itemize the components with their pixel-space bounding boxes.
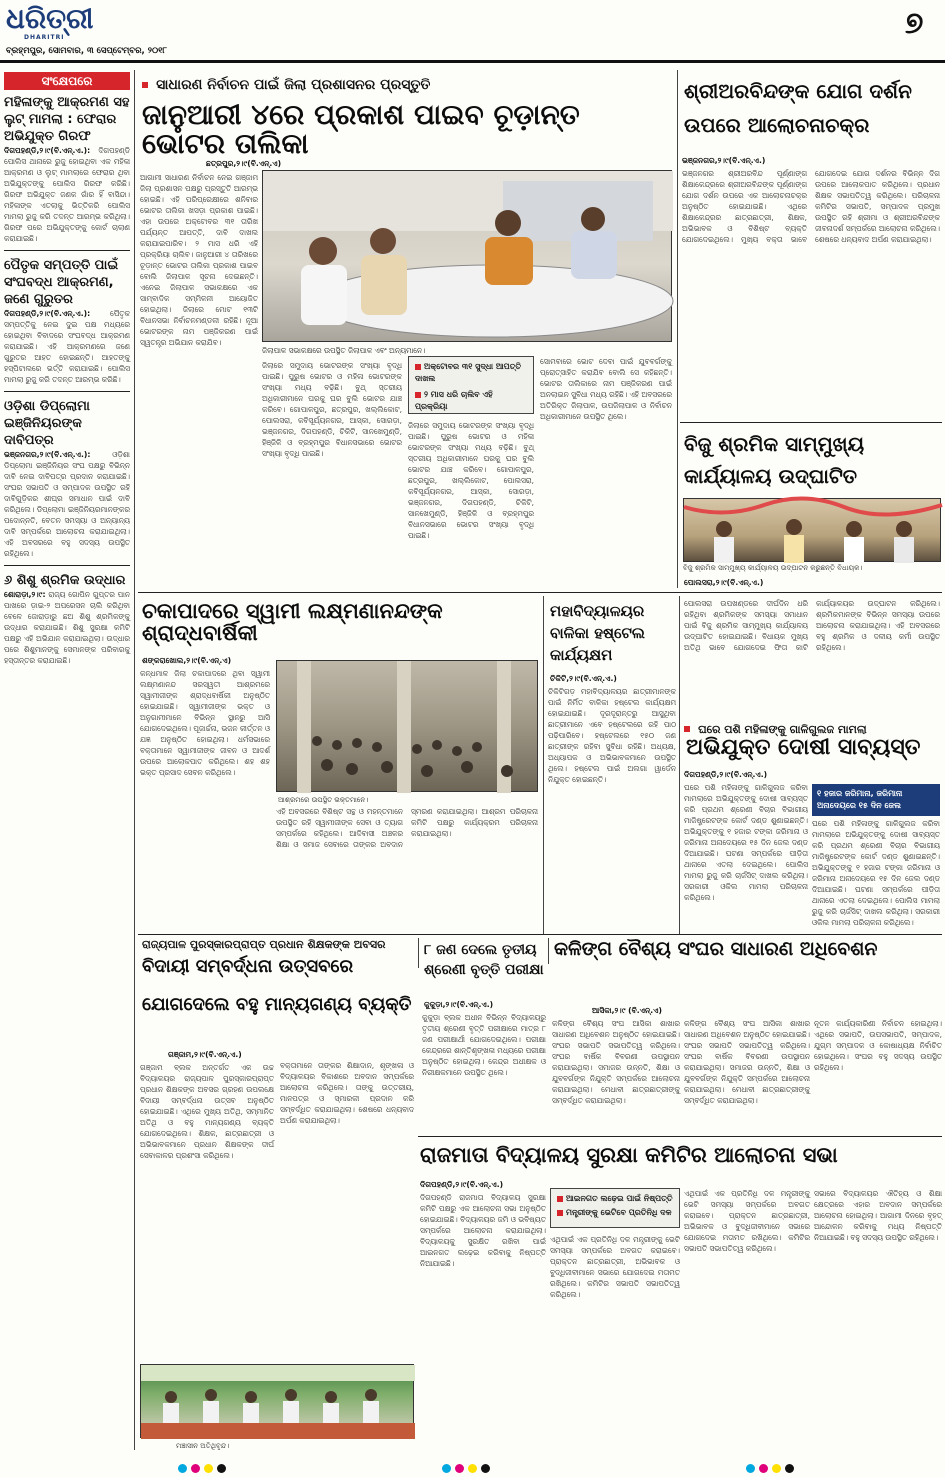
- briefs-column: [4, 72, 130, 1444]
- yellow-dot: [772, 1464, 781, 1473]
- lead-body-mid: ଜିଲାରେ ସମୁଦାୟ ଭୋଟରଙ୍କ ସଂଖ୍ୟା ବୃଦ୍ଧି ପାଇଛି। ପୁରୁଷ ଭୋଟର ଓ ମହିଳା ଭୋଟରଙ୍କ ସଂଖ୍ୟା ମଧ୍ୟ ବଢ଼ିଛି। ବୁଥ୍ ସ୍ତରୀୟ ଅଧିକାରୀମାନେ ଘରକୁ ଘର ବୁଲି ଭୋଟର ଯାଞ୍ଚ କରିବେ। ଗୋପାଳପୁର, ଛତ୍ରପୁର, ଖଲ୍ଲିକୋଟ, ପୋଲସରା, କବିସୂର୍ଯ୍ୟନଗର, ଆସ୍କା, ସୋରଡ଼ା, ଭଞ୍ଜନଗର, ଦିଗପହଣ୍ଡି, ଚିକିଟି, ସାନଖେମୁଣ୍ଡି, ହିଞ୍ଜିଳି ଓ ବ୍ରହ୍ମପୁର ବିଧାନସଭାରେ ଭୋଟର ସଂଖ୍ୟା ବୃଦ୍ଧି ପାଇଛି।: [262, 361, 402, 458]
- ghare-body: ଘରେ ପଶି ମହିଳାଙ୍କୁ ଗାଳିଗୁଲଜ କରିବା ମାମଲାରେ ଅଭିଯୁକ୍ତଙ୍କୁ ଦୋଷୀ ସାବ୍ୟସ୍ତ କରି ପ୍ରଥମ ଶ୍ରେଣୀ ବିଚାର ବିଭାଗୀୟ ମାଜିଷ୍ଟ୍ରେଟଙ୍କ କୋର୍ଟ ଦଣ୍ଡ ଶୁଣାଇଛନ୍ତି। ଅଭିଯୁକ୍ତଙ୍କୁ ୧ ହଜାର ଟଙ୍କା ଜରିମାନା ଓ ଜରିମାନା ଅନାଦେୟରେ ୧୫ ଦିନ ଜେଲ ଦଣ୍ଡ ଦିଆଯାଇଛି। ଘଟଣା ସମ୍ପର୍କରେ ପୀଡ଼ିତା ଥାନାରେ ଏତଲା ଦେଇଥିଲେ। ପୋଲିସ ମାମଲା ରୁଜୁ କରି ଚାର୍ଜସିଟ୍ ଦାଖଲ କରିଥିଲା। ସରକାରୀ ଓକିଲ ମାମଲା ପରିଚାଳନା କରିଥିଲେ।: [684, 783, 808, 902]
- chakapada-dateline: ଶଙ୍କରାଖୋଲ,୨।୯(ବି.ଏନ୍.ଏ): [142, 656, 232, 665]
- magenta-dot: [455, 1464, 464, 1473]
- rajyapal-kicker: ରାଜ୍ୟପାଳ ପୁରସ୍କାରପ୍ରାପ୍ତ ପ୍ରଧାନ ଶିକ୍ଷକଙ୍କ ଅବସର: [142, 938, 386, 951]
- chakapada-body-left: କନ୍ଧମାଳ ଜିଲା ଚକାପାଦରେ ଥିବା ସ୍ୱାମୀ ଲକ୍ଷ୍ମଣାନନ୍ଦ ସରସ୍ୱତୀ ଆଶ୍ରମରେ ସ୍ୱାମୀଜୀଙ୍କ ଶ୍ରାଦ୍ଧବାର୍ଷିକୀ ଅନୁଷ୍ଠିତ ହୋଇଯାଇଛି। ସ୍ୱାମୀଜୀଙ୍କ ଭକ୍ତ ଓ ଅନୁଗାମୀମାନେ ବିଭିନ୍ନ ସ୍ଥାନରୁ ଆସି ଯୋଗଦେଇଥିଲେ। ପୂଜାର୍ଚ୍ଚନା, ଭଜନ କୀର୍ତ୍ତନ ଓ ଯଜ୍ଞ ଅନୁଷ୍ଠିତ ହୋଇଥିଲା। ଧର୍ମସଭାରେ ବକ୍ତାମାନେ ସ୍ୱାମୀଜୀଙ୍କ ଜୀବନ ଓ ଆଦର୍ଶ ଉପରେ ଆଲୋକପାତ କରିଥିଲେ। ଶହ ଶହ ଭକ୍ତ ପ୍ରସାଦ ସେବନ କରିଥିଲେ।: [140, 669, 270, 777]
- rajamata-headline: ରାଜମାତା ବିଦ୍ୟାଳୟ ସୁରକ୍ଷା କମିଟିର ଆଲୋଚନା ସଭା: [420, 1143, 838, 1167]
- rajyapal-body: ଗଞ୍ଜାମ ବ୍ଲକ ଅନ୍ତର୍ଗତ ଏକ ଉଚ୍ଚ ବିଦ୍ୟାଳୟର ରାଜ୍ୟପାଳ ପୁରସ୍କାରପ୍ରାପ୍ତ ପ୍ରଧାନ ଶିକ୍ଷକଙ୍କ ଅବସର ଗ୍ରହଣ ଉପଲକ୍ଷେ ବିଦାୟୀ ସମ୍ବର୍ଦ୍ଧନା ଉତ୍ସବ ଅନୁଷ୍ଠିତ ହୋଇଯାଇଛି। ଏଥିରେ ମୁଖ୍ୟ ଅତିଥି, ସମ୍ମାନିତ ଅତିଥି ଓ ବହୁ ମାନ୍ୟଗଣ୍ୟ ବ୍ୟକ୍ତି ଯୋଗଦେଇଥିଲେ। ଶିକ୍ଷକ, ଛାତ୍ରଛାତ୍ରୀ ଓ ଅଭିଭାବକମାନେ ପ୍ରଧାନ ଶିକ୍ଷକଙ୍କ ଦୀର୍ଘ ସେବାକାଳର ପ୍ରଶଂସା କରିଥିଲେ।: [140, 1063, 274, 1160]
- divider: [4, 391, 130, 392]
- brief-body: ପୈତୃକ ସମ୍ପତ୍ତିକୁ ନେଇ ଦୁଇ ପକ୍ଷ ମଧ୍ୟରେ ହୋଇଥିବା ବିବାଦରେ ସଂଘବଦ୍ଧ ଆକ୍ରମଣ କରାଯାଇଛି। ଏହି ଆକ୍ରମଣରେ ଜଣେ ଗୁରୁତର ଆହତ ହୋଇଛନ୍ତି। ଆହତଙ୍କୁ ହସ୍ପିଟାଲରେ ଭର୍ତ୍ତି କରାଯାଇଛି। ପୋଲିସ ମାମଲା ରୁଜୁ କରି ତଦନ୍ତ ଆରମ୍ଭ କରିଛି।: [4, 309, 130, 384]
- rajyapal-photo-caption: ମଞ୍ଚାସୀନ ଅତିଥିବୃନ୍ଦ।: [176, 1442, 230, 1450]
- brief-title: ଓଡ଼ିଶା ଡିପ୍ଲୋମା ଇଞ୍ଜିନିୟରଙ୍କ ଦାବିପତ୍ର: [4, 399, 90, 448]
- section-rule: [418, 1136, 942, 1137]
- callout-bullet: [557, 1210, 563, 1216]
- rajamata-dateline: ଦିଗପହଣ୍ଡି,୨।୯(ବି.ଏନ୍.ଏ.): [420, 1180, 504, 1189]
- briefs-header: ସଂକ୍ଷେପରେ: [4, 72, 130, 90]
- kalinga-headline: କଳିଙ୍ଗ ବୈଶ୍ୟ ସଂଘର ସାଧାରଣ ଅଧିବେଶନ: [554, 938, 878, 960]
- rajamata-callout: [550, 1188, 680, 1228]
- date-line: ବ୍ରହ୍ମପୁର, ସୋମବାର, ୩ ସେପ୍ଟେମ୍ବର, ୨୦୧୮: [6, 46, 167, 56]
- brief-body: ରାଜ୍ୟ ଗୋପିନ ଗୁପ୍ତର ପାନ ପାଖରେ ଡ଼ାଇ-୨ ଅପରେସନ ଚାଲି କରିଥିବା ବେଳେ ଜୋରାଡ଼ାରୁ ଛଅ ଶିଶୁ ଶ୍ରମିକଙ୍କୁ ଉଦ୍ଧାର କରାଯାଇଛି। ଶିଶୁ ସୁରକ୍ଷା କମିଟି ପକ୍ଷରୁ ଏହି ଅଭିଯାନ କରାଯାଇଥିଲା। ଉଦ୍ଧାର ପରେ ଶିଶୁମାନଙ୍କୁ ସେମାନଙ୍କ ପରିବାରକୁ ହସ୍ତାନ୍ତର କରାଯାଇଛି।: [4, 590, 130, 665]
- black-dot: [481, 1464, 490, 1473]
- callout-bullet: [557, 1196, 563, 1202]
- biju-headline: ବିଜୁ ଶ୍ରମିକ ସାମ୍ମୁଖ୍ୟ କାର୍ଯ୍ୟାଳୟ ଉଦ୍‌ଘାଟିତ: [684, 432, 865, 488]
- chakapada-headline: ଚକାପାଦରେ ସ୍ୱାମୀ ଲକ୍ଷ୍ମଣାନନ୍ଦଙ୍କ ଶ୍ରାଦ୍ଧବାର୍ଷିକୀ: [142, 599, 443, 646]
- lead-body-right: ସୋମବାରେ ଭୋଟ ଦେବା ପାଇଁ ଯୁବବର୍ଗଙ୍କୁ ପ୍ରୋତ୍ସାହିତ କରାଯିବ ବୋଲି ସେ କହିଛନ୍ତି। ଭୋଟର ତାଲିକାରେ ନାମ ପଞ୍ଜିକରଣ ପାଇଁ ଅନଲାଇନ ସୁବିଧା ମଧ୍ୟ ରହିଛି। ଏହି ଅବସରରେ ଅତିରିକ୍ତ ଜିଲାପାଳ, ଉପଜିଲାପାଳ ଓ ନିର୍ବାଚନ ଅଧିକାରୀମାନେ ଉପସ୍ଥିତ ଥିଲେ।: [540, 357, 672, 421]
- brief-title: ପୈତୃକ ସମ୍ପତ୍ତି ପାଇଁ ସଂଘବଦ୍ଧ ଆକ୍ରମଣ, ଜଣେ ଗୁରୁତର: [4, 258, 119, 307]
- chakapada-photo: [276, 660, 538, 792]
- aurobindo-body: ଭଞ୍ଜନଗର ଶ୍ରୀଅରବିନ୍ଦ ପୂର୍ଣ୍ଣାଙ୍ଗ ଶିକ୍ଷାକେନ୍ଦ୍ରରେ ଶ୍ରୀଅରବିନ୍ଦଙ୍କ ପୂର୍ଣ୍ଣାଙ୍ଗ ଯୋଗ ଦର୍ଶନ ଉପରେ ଏକ ଆଲୋଚନାଚକ୍ର ଅନୁଷ୍ଠିତ ହୋଇଯାଇଛି। ଏଥିରେ ଶିକ୍ଷାକେନ୍ଦ୍ରର ଛାତ୍ରଛାତ୍ରୀ, ଶିକ୍ଷକ, ଅଭିଭାବକ ଓ ବିଶିଷ୍ଟ ବ୍ୟକ୍ତି ଯୋଗଦେଇଥିଲେ। ମୁଖ୍ୟ ବକ୍ତା ଭାବେ ଯୋଗଦେଇ ଯୋଗ ଦର୍ଶନର ବିଭିନ୍ନ ଦିଗ ଉପରେ ଆଲୋକପାତ କରିଥିଲେ। ପ୍ରଧାନ ଶିକ୍ଷକ ସଭାପତିତ୍ୱ କରିଥିଲେ। ପରିଚାଳନା କମିଟିର ସଭାପତି, ସମ୍ପାଦକ ପ୍ରମୁଖ ଉପସ୍ଥିତ ରହି ଶ୍ରୀମା ଓ ଶ୍ରୀଅରବିନ୍ଦଙ୍କ ଜୀବନାଦର୍ଶ ସମ୍ପର୍କରେ ଆଲୋଚନା କରିଥିଲେ। ଶେଷରେ ଧନ୍ୟବାଦ ଅର୍ପଣ କରାଯାଇଥିଲା।: [682, 169, 940, 244]
- rajamata-body: ଦିଗପହଣ୍ଡି ରାଜମାତା ବିଦ୍ୟାଳୟ ସୁରକ୍ଷା କମିଟି ପକ୍ଷରୁ ଏକ ଆଲୋଚନା ସଭା ଅନୁଷ୍ଠିତ ହୋଇଯାଇଛି। ବିଦ୍ୟାଳୟର ଜମି ଓ ଭବିଷ୍ୟତ ସମ୍ପର୍କରେ ଆଲୋଚନା କରାଯାଇଥିଲା। ବିଦ୍ୟାଳୟକୁ ସୁରକ୍ଷିତ ରଖିବା ପାଇଁ ଆଇନଗତ ଲଢ଼େଇ କରିବାକୁ ନିଷ୍ପତ୍ତି ନିଆଯାଇଛି।: [420, 1193, 546, 1268]
- logo-sub: DHARITRI: [24, 34, 65, 41]
- callout-line: ମନ୍ତ୍ରୀଙ୍କୁ ଭେଟିବେ ପ୍ରତିନିଧି ଦଳ: [566, 1208, 672, 1217]
- ghare-headline: ଅଭିଯୁକ୍ତ ଦୋଷୀ ସାବ୍ୟସ୍ତ: [686, 735, 921, 760]
- brief-body: ଓଡ଼ିଶା ଡିପ୍ଲୋମା ଇଞ୍ଜିନିୟର ସଂଘ ପକ୍ଷରୁ ବିଭିନ୍ନ ଦାବି ନେଇ ଦାବିପତ୍ର ପ୍ରଦାନ କରାଯାଇଛି। ସଂଘର ସଭାପତି ଓ ସମ୍ପାଦକ ଉପସ୍ଥିତ ରହି ଦାବିଗୁଡ଼ିକର ଶୀଘ୍ର ସମାଧାନ ପାଇଁ ଦାବି କରିଥିଲେ। ଡିପ୍ଲୋମା ଇଞ୍ଜିନିୟରମାନଙ୍କର ପଦୋନ୍ନତି, ବେତନ ସମସ୍ୟା ଓ ଅନ୍ୟାନ୍ୟ ଦାବି ସମ୍ପର୍କରେ ଆଲୋଚନା କରାଯାଇଥିଲା। ଏହି ଅବସରରେ ବହୁ ସଦସ୍ୟ ଉପସ୍ଥିତ ରହିଥିଲେ।: [4, 450, 130, 558]
- cyan-dot: [442, 1464, 451, 1473]
- brief-item: [4, 398, 130, 559]
- biju-photo-caption: ବିଜୁ ଶ୍ରମିକ ସାମ୍ମୁଖ୍ୟ କାର୍ଯ୍ୟାଳୟ ଉଦ୍‌ଘାଟନ କରୁଛନ୍ତି ବିଧାୟକ।: [683, 564, 863, 572]
- brief-item: [4, 94, 130, 244]
- stage-guests-illustration: [141, 1365, 415, 1439]
- column-rule: [418, 938, 419, 968]
- column-rule: [679, 596, 680, 934]
- color-dots-left: [176, 1458, 228, 1477]
- kalinga-body: କଳିଙ୍ଗ ବୈଶ୍ୟ ସଂଘ ଆସିକା ଶାଖାର ସାଧାରଣ ଅଧିବେଶନ ଅନୁଷ୍ଠିତ ହୋଇଯାଇଛି। ସଂଘର ସଭାପତି ସଭାପତିତ୍ୱ କରିଥିଲେ। ସଂଘର ବାର୍ଷିକ ବିବରଣୀ ଉପସ୍ଥାପନ କରାଯାଇଥିଲା। ସମାଜର ଉନ୍ନତି, ଶିକ୍ଷା ଓ ଯୁବବର୍ଗଙ୍କ ନିଯୁକ୍ତି ସମ୍ପର୍କରେ ଆଲୋଚନା କରାଯାଇଥିଲା। ମେଧାବୀ ଛାତ୍ରଛାତ୍ରୀଙ୍କୁ ସମ୍ବର୍ଦ୍ଧିତ କରାଯାଇଥିଲା।: [552, 1019, 680, 1105]
- meeting-photo-illustration: [263, 171, 673, 343]
- lead-photo: [262, 170, 672, 342]
- lead-photo-caption: ଜିଲାପାଳ ସଭାକକ୍ଷରେ ଉପସ୍ଥିତ ଜିଲାପାଳ ଏବଂ ଅନ୍ୟମାନେ।: [262, 346, 426, 355]
- divider: [4, 250, 130, 251]
- section-rule: [680, 422, 942, 423]
- chakapada-body-right: ଏହି ଅବସରରେ ବିଶିଷ୍ଟ ସନ୍ଥ ଓ ମହନ୍ତମାନେ ଉପସ୍ଥିତ ରହି ସ୍ୱାମୀଜୀଙ୍କ ସେବା ଓ ତ୍ୟାଗ ସମ୍ପର୍କରେ କହିଥିଲେ। ଆଦିବାସୀ ଅଞ୍ଚଳର ଶିକ୍ଷା ଓ ସମାଜ ସେବାରେ ତାଙ୍କର ଅବଦାନ ସ୍ମରଣ କରାଯାଇଥିଲା। ଆଶ୍ରମ ପରିଚାଳନା କମିଟି ପକ୍ଷରୁ କାର୍ଯ୍ୟକ୍ରମ ପରିଚାଳନା କରାଯାଇଥିଲା।: [276, 807, 538, 849]
- lead-body-left: ଆଗାମୀ ସାଧାରଣ ନିର୍ବାଚନ ନେଇ ଗଞ୍ଜାମ ଜିଲା ପ୍ରଶାସନ ପକ୍ଷରୁ ପ୍ରସ୍ତୁତି ଆରମ୍ଭ ହୋଇଛି। ଏହି ପରିପ୍ରେକ୍ଷୀରେ ଶନିବାର ଭୋଟର ତାଲିକା ଖସଡ଼ା ପ୍ରକାଶ ପାଇଛି। ଏହା ଉପରେ ଅକ୍ଟୋବର ୩୧ ତାରିଖ ପର୍ଯ୍ୟନ୍ତ ଆପତ୍ତି, ଦାବି ଦାଖଲ କରାଯାଇପାରିବ। ୨ ମାସ ଧରି ଏହି ପ୍ରକ୍ରିୟା ଚାଲିବ। ଜାନୁଆରୀ ୪ ତାରିଖରେ ଚୂଡ଼ାନ୍ତ ଭୋଟର ତାଲିକା ପ୍ରକାଶ ପାଇବ ବୋଲି ଜିଲାପାଳ ସୂଚନା ଦେଇଛନ୍ତି। ଏନେଇ ଜିଲାପାଳ ସଭାକକ୍ଷରେ ଏକ ସାମ୍ବାଦିକ ସମ୍ମିଳନୀ ଆୟୋଜିତ ହୋଇଥିଲା। ଜିଲାରେ ମୋଟ ୧୩ଟି ବିଧାନସଭା ନିର୍ବାଚନମଣ୍ଡଳୀ ରହିଛି। ନୂଆ ଭୋଟରଙ୍କ ନାମ ପଞ୍ଜିକରଣ ପାଇଁ ସ୍ୱତନ୍ତ୍ର ଅଭିଯାନ କରାଯିବ।: [140, 173, 258, 347]
- magenta-dot: [759, 1464, 768, 1473]
- black-dot: [785, 1464, 794, 1473]
- gathering-photo-illustration: [277, 661, 539, 793]
- black-dot: [217, 1464, 226, 1473]
- newspaper-logo: [6, 2, 126, 42]
- kicker-bullet: [142, 82, 148, 88]
- lead-headline: ଜାନୁଆରୀ ୪ରେ ପ୍ରକାଶ ପାଇବ ଚୂଡ଼ାନ୍ତ ଭୋଟର ତାଲିକା: [142, 98, 580, 161]
- page-number: ୭: [905, 6, 924, 41]
- hostel-body: ଚିକିଟିଗଡ଼ ମହାବିଦ୍ୟାଳୟର ଛାତ୍ରୀମାନଙ୍କ ପାଇଁ ନିର୍ମିତ ବାଳିକା ହଷ୍ଟେଲ କାର୍ଯ୍ୟକ୍ଷମ ହୋଇଯାଇଛି। ଦୂରଦୂରାନ୍ତରୁ ଆସୁଥିବା ଛାତ୍ରୀମାନେ ଏବେ ହଷ୍ଟେଲରେ ରହି ପାଠ ପଢ଼ିପାରିବେ। ହଷ୍ଟେଲରେ ୧୫୦ ଜଣ ଛାତ୍ରୀଙ୍କ ରହିବା ସୁବିଧା ରହିଛି। ଅଧ୍ୟକ୍ଷ, ଅଧ୍ୟାପକ ଓ ଅଭିଭାବକମାନେ ଉପସ୍ଥିତ ଥିଲେ। ହଷ୍ଟେଲ ପାଇଁ ଅଲଗା ୱାର୍ଡେନ ନିଯୁକ୍ତ ହୋଇଛନ୍ତି।: [548, 687, 676, 784]
- callout-bullet: [415, 364, 421, 370]
- aurobindo-headline: ଶ୍ରୀଅରବିନ୍ଦଙ୍କ ଯୋଗ ଦର୍ଶନ ଉପରେ ଆଲୋଚନାଚକ୍ର: [684, 79, 912, 137]
- section-rule: [138, 592, 942, 593]
- color-dots-right: [744, 1458, 796, 1477]
- callout-line: ୧ ହଜାର ଜରିମାନା, ଜରିମାନା: [817, 789, 903, 798]
- column-rule: [677, 70, 678, 588]
- brief-item: [4, 257, 130, 385]
- column-rule: [134, 70, 135, 1450]
- kalinga-body-3: ନୂତନ କାର୍ଯ୍ୟକାରିଣୀ ନିର୍ବାଚନ ହୋଇଥିଲା। ଏଥିରେ ସଭାପତି, ଉପସଭାପତି, ସମ୍ପାଦକ, ଯୁଗ୍ମ ସମ୍ପାଦକ ଓ କୋଷାଧ୍ୟକ୍ଷ ନିର୍ବାଚିତ ହୋଇଥିଲେ। ସଂଘର ବହୁ ସଦସ୍ୟ ଉପସ୍ଥିତ ରହିଥିଲେ।: [814, 1019, 942, 1072]
- brief-title: ମହିଳାଙ୍କୁ ଆକ୍ରମଣ ସହ ଲୁଟ୍ ମାମଲା : ଫେରାର ଅଭିଯୁକ୍ତ ଗିରଫ: [4, 95, 130, 144]
- callout-line: ଅକ୍ଟୋବର ୩୧ ସୁଦ୍ଧା ଆପତ୍ତି ଦାଖଲ: [415, 362, 522, 383]
- yellow-dot: [468, 1464, 477, 1473]
- lead-callout: [408, 356, 534, 414]
- column-rule: [543, 596, 544, 934]
- scholarship-body: କୁକୁଡ଼ା ବ୍ଲକ ଅଧୀନ ବିଭିନ୍ନ ବିଦ୍ୟାଳୟରୁ ତୃତୀୟ ଶ୍ରେଣୀ ବୃତ୍ତି ପରୀକ୍ଷାରେ ମାତ୍ର ୮ ଜଣ ପରୀକ୍ଷାର୍ଥୀ ଯୋଗଦେଇଥିଲେ। ପରୀକ୍ଷା କେନ୍ଦ୍ରରେ ଶାନ୍ତିଶୃଙ୍ଖଳା ମଧ୍ୟରେ ପରୀକ୍ଷା ଅନୁଷ୍ଠିତ ହୋଇଥିଲା। କେନ୍ଦ୍ର ଅଧୀକ୍ଷକ ଓ ନିରୀକ୍ଷକମାନେ ଉପସ୍ଥିତ ଥିଲେ।: [422, 1013, 546, 1077]
- brief-dateline: ଦିଗପହଣ୍ଡି,୨।୯(ବି.ଏନ୍.ଏ.):: [4, 309, 91, 318]
- section-rule: [138, 934, 942, 935]
- brief-item: [4, 572, 130, 666]
- kalinga-dateline: ଆସିକା,୨।୯ (ବି.ଏନ୍.ଏ): [592, 1006, 662, 1015]
- callout-line: ଅନାଦେୟରେ ୧୫ ଦିନ ଜେଲ: [817, 801, 901, 810]
- rajamata-body-4: ସଭାରେ ବିଦ୍ୟାଳୟର ଐତିହ୍ୟ ଓ ଶିକ୍ଷା କ୍ଷେତ୍ରରେ ଏହାର ଅବଦାନ ସମ୍ପର୍କରେ ଆଲୋଚନା ହୋଇଥିଲା। ଆଗାମୀ ଦିନରେ ବୃହତ୍ ଆନ୍ଦୋଳନ କରିବାକୁ ମଧ୍ୟ ନିଷ୍ପତ୍ତି ନିଆଯାଇଛି। ବହୁ ସଦସ୍ୟ ଉପସ୍ଥିତ ରହିଥିଲେ।: [814, 1189, 942, 1242]
- scholarship-dateline: କୁକୁଡ଼ା,୨।୯(ବି.ଏନ୍.ଏ.): [424, 1000, 494, 1009]
- kicker-text: ସାଧାରଣ ନିର୍ବାଚନ ପାଇଁ ଜିଲା ପ୍ରଶାସନର ପ୍ରସ୍ତୁତି: [156, 77, 431, 93]
- column-rule: [548, 938, 549, 964]
- yellow-dot: [204, 1464, 213, 1473]
- lead-kicker: [142, 74, 672, 94]
- ghare-dateline: ଦିଗପହଣ୍ଡି,୨।୯(ବି.ଏନ୍.ଏ.): [684, 770, 768, 779]
- aurobindo-dateline: ଭଞ୍ଜନଗର,୨।୯(ବି.ଏନ୍.ଏ.): [682, 156, 766, 165]
- biju-dateline: ପୋଲସରା,୨।୯(ବି.ଏନ୍.ଏ.): [684, 578, 764, 587]
- kalinga-body-2: କଳିଙ୍ଗ ବୈଶ୍ୟ ସଂଘ ଆସିକା ଶାଖାର ସାଧାରଣ ଅଧିବେଶନ ଅନୁଷ୍ଠିତ ହୋଇଯାଇଛି। ସଂଘର ସଭାପତି ସଭାପତିତ୍ୱ କରିଥିଲେ। ସଂଘର ବାର୍ଷିକ ବିବରଣୀ ଉପସ୍ଥାପନ କରାଯାଇଥିଲା। ସମାଜର ଉନ୍ନତି, ଶିକ୍ଷା ଓ ଯୁବବର୍ଗଙ୍କ ନିଯୁକ୍ତି ସମ୍ପର୍କରେ ଆଲୋଚନା କରାଯାଇଥିଲା। ମେଧାବୀ ଛାତ୍ରଛାତ୍ରୀଙ୍କୁ ସମ୍ବର୍ଦ୍ଧିତ କରାଯାଇଥିଲା।: [684, 1019, 810, 1105]
- chakapada-photo-caption: ଆଶ୍ରମରେ ଉପସ୍ଥିତ ଭକ୍ତମାନେ।: [278, 796, 369, 804]
- lead-dateline: ଛତ୍ରପୁର,୨।୯(ବି.ଏନ୍.ଏ): [206, 159, 282, 168]
- brief-dateline: ଭଞ୍ଜନଗର,୨।୯(ବି.ଏନ୍.ଏ.):: [4, 450, 91, 459]
- callout-line: ୨ ମାସ ଧରି ଚାଲିବ ଏହି ପ୍ରକ୍ରିୟା: [415, 390, 493, 411]
- masthead: [0, 0, 945, 64]
- brief-dateline: ଶୋରାଡ଼ା,୨।୯:: [4, 590, 46, 599]
- rajyapal-dateline: ଗଞ୍ଜାମ,୨।୯(ବି.ଏନ୍.ଏ.): [168, 1050, 242, 1059]
- callout-line: ଆଇନଗତ ଲଢ଼େଇ ପାଇଁ ନିଷ୍ପତ୍ତି: [566, 1194, 673, 1203]
- cyan-dot: [746, 1464, 755, 1473]
- rajyapal-photo: [140, 1364, 414, 1438]
- rajyapal-headline-2: ଯୋଗଦେଲେ ବହୁ ମାନ୍ୟଗଣ୍ୟ ବ୍ୟକ୍ତି: [142, 994, 412, 1015]
- brief-dateline: ଦିଗପହଣ୍ଡି,୨।୯(ବି.ଏନ୍.ଏ.):: [4, 146, 91, 155]
- rajamata-body-2: ଏଥିପାଇଁ ଏକ ପ୍ରତିନିଧି ଦଳ ମନ୍ତ୍ରୀଙ୍କୁ ଭେଟି ସମସ୍ୟା ସମ୍ପର୍କରେ ଅବଗତ କରାଇବେ। ପ୍ରାକ୍ତନ ଛାତ୍ରଛାତ୍ରୀ, ଅଭିଭାବକ ଓ ବୁଦ୍ଧିଜୀବୀମାନେ ସଭାରେ ଯୋଗଦେଇ ମତାମତ ରଖିଥିଲେ। କମିଟିର ସଭାପତି ସଭାପତିତ୍ୱ କରିଥିଲେ।: [550, 1235, 680, 1299]
- divider: [4, 565, 130, 566]
- brief-body: ଦିଗପହଣ୍ଡି ପୋଲିସ ଥାନାରେ ରୁଜୁ ହୋଇଥିବା ଏକ ମହିଳା ଆକ୍ରମଣ ଓ ଲୁଟ୍ ମାମଲାରେ ଫେରାର ଥିବା ଅଭିଯୁକ୍ତଙ୍କୁ ପୋଲିସ ଗିରଫ କରିଛି। ଗିରଫ ଅଭିଯୁକ୍ତ ଜଣକ ଗାଁର ହିଁ ବାସିନ୍ଦା। ମହିଳାଙ୍କ ଏତଲାକୁ ଭିତ୍ତିକରି ପୋଲିସ ମାମଲା ରୁଜୁ କରି ତଦନ୍ତ ଆରମ୍ଭ କରିଥିଲା। ଗିରଫ ପରେ ଅଭିଯୁକ୍ତଙ୍କୁ କୋର୍ଟ ଚାଲାଣ କରାଯାଇଛି।: [4, 146, 130, 243]
- hostel-dateline: ଚିକିଟି,୨।୯(ବି.ଏନ୍.ଏ.): [550, 674, 617, 683]
- ghare-callout: [812, 784, 940, 816]
- callout-bullet: [415, 392, 421, 398]
- ghare-body-right: ଘରେ ପଶି ମହିଳାଙ୍କୁ ଗାଳିଗୁଲଜ କରିବା ମାମଲାରେ ଅଭିଯୁକ୍ତଙ୍କୁ ଦୋଷୀ ସାବ୍ୟସ୍ତ କରି ପ୍ରଥମ ଶ୍ରେଣୀ ବିଚାର ବିଭାଗୀୟ ମାଜିଷ୍ଟ୍ରେଟଙ୍କ କୋର୍ଟ ଦଣ୍ଡ ଶୁଣାଇଛନ୍ତି। ଅଭିଯୁକ୍ତଙ୍କୁ ୧ ହଜାର ଟଙ୍କା ଜରିମାନା ଓ ଜରିମାନା ଅନାଦେୟରେ ୧୫ ଦିନ ଜେଲ ଦଣ୍ଡ ଦିଆଯାଇଛି। ଘଟଣା ସମ୍ପର୍କରେ ପୀଡ଼ିତା ଥାନାରେ ଏତଲା ଦେଇଥିଲେ। ପୋଲିସ ମାମଲା ରୁଜୁ କରି ଚାର୍ଜସିଟ୍ ଦାଖଲ କରିଥିଲା। ସରକାରୀ ଓକିଲ ମାମଲା ପରିଚାଳନା କରିଥିଲେ।: [812, 819, 940, 927]
- masthead-rule: [0, 60, 945, 63]
- scholarship-headline: ୮ ଜଣ ଦେଲେ ତୃତୀୟ ଶ୍ରେଣୀ ବୃତ୍ତି ପରୀକ୍ଷା: [424, 942, 544, 978]
- registration-marks: [0, 1456, 945, 1470]
- biju-body: ପୋଲସରା ଉପଖଣ୍ଡରେ ଦୀର୍ଘଦିନ ଧରି ରହିଥିବା ଶ୍ରମିକଙ୍କ ସମସ୍ୟା ସମାଧାନ ପାଇଁ ବିଜୁ ଶ୍ରମିକ ସାମ୍ମୁଖ୍ୟ କାର୍ଯ୍ୟାଳୟ ଉଦ୍‌ଘାଟିତ ହୋଇଯାଇଛି। ବିଧାୟକ ମୁଖ୍ୟ ଅତିଥି ଭାବେ ଯୋଗଦେଇ ଫିତା କାଟି କାର୍ଯ୍ୟାଳୟର ଉଦ୍‌ଘାଟନ କରିଥିଲେ। ଶ୍ରମିକମାନଙ୍କ ବିଭିନ୍ନ ସମସ୍ୟା ଉପରେ ଆଲୋଚନା କରାଯାଇଥିଲା। ଏହି ଅବସରରେ ବହୁ ଶ୍ରମିକ ଓ ଦଳୀୟ କର୍ମୀ ଉପସ୍ଥିତ ରହିଥିଲେ।: [684, 599, 940, 652]
- cyan-dot: [178, 1464, 187, 1473]
- color-dots-center: [440, 1458, 492, 1477]
- magenta-dot: [191, 1464, 200, 1473]
- kicker-text: ଘରେ ପଶି ମହିଳାଙ୍କୁ ଗାଳିଗୁଲଜ ମାମଲା: [698, 723, 867, 736]
- brief-title: ୬ ଶିଶୁ ଶ୍ରମିକ ଉଦ୍ଧାର: [4, 573, 126, 588]
- hostel-headline: ମହାବିଦ୍ୟାଳୟର ବାଳିକା ହଷ୍ଟେଲ କାର୍ଯ୍ୟକ୍ଷମ: [550, 602, 645, 664]
- kicker-bullet: [684, 726, 690, 732]
- rajyapal-headline-1: ବିଦାୟୀ ସମ୍ବର୍ଦ୍ଧନା ଉତ୍ସବରେ: [142, 956, 354, 977]
- ribbon-cutting-illustration: [684, 499, 942, 563]
- logo-text: ଧରିତ୍ରୀ: [6, 2, 94, 35]
- biju-photo: [683, 498, 941, 562]
- rajyapal-body-2: ବକ୍ତାମାନେ ତାଙ୍କର ଶିକ୍ଷାଦାନ, ଶୃଙ୍ଖଳା ଓ ବିଦ୍ୟାଳୟର ବିକାଶରେ ଅବଦାନ ସମ୍ପର୍କରେ ଆଲୋଚନା କରିଥିଲେ। ତାଙ୍କୁ ଉତ୍ତରୀୟ, ମାନପତ୍ର ଓ ସ୍ମାରକୀ ପ୍ରଦାନ କରି ସମ୍ବର୍ଦ୍ଧିତ କରାଯାଇଥିଲା। ଶେଷରେ ଧନ୍ୟବାଦ ଅର୍ପଣ କରାଯାଇଥିଲା।: [280, 1061, 414, 1125]
- rajamata-body-3: ଏଥିପାଇଁ ଏକ ପ୍ରତିନିଧି ଦଳ ମନ୍ତ୍ରୀଙ୍କୁ ଭେଟି ସମସ୍ୟା ସମ୍ପର୍କରେ ଅବଗତ କରାଇବେ। ପ୍ରାକ୍ତନ ଛାତ୍ରଛାତ୍ରୀ, ଅଭିଭାବକ ଓ ବୁଦ୍ଧିଜୀବୀମାନେ ସଭାରେ ଯୋଗଦେଇ ମତାମତ ରଖିଥିଲେ। କମିଟିର ସଭାପତି ସଭାପତିତ୍ୱ କରିଥିଲେ।: [684, 1189, 810, 1253]
- lead-body-callout-below: ଜିଲାରେ ସମୁଦାୟ ଭୋଟରଙ୍କ ସଂଖ୍ୟା ବୃଦ୍ଧି ପାଇଛି। ପୁରୁଷ ଭୋଟର ଓ ମହିଳା ଭୋଟରଙ୍କ ସଂଖ୍ୟା ମଧ୍ୟ ବଢ଼ିଛି। ବୁଥ୍ ସ୍ତରୀୟ ଅଧିକାରୀମାନେ ଘରକୁ ଘର ବୁଲି ଭୋଟର ଯାଞ୍ଚ କରିବେ। ଗୋପାଳପୁର, ଛତ୍ରପୁର, ଖଲ୍ଲିକୋଟ, ପୋଲସରା, କବିସୂର୍ଯ୍ୟନଗର, ଆସ୍କା, ସୋରଡ଼ା, ଭଞ୍ଜନଗର, ଦିଗପହଣ୍ଡି, ଚିକିଟି, ସାନଖେମୁଣ୍ଡି, ହିଞ୍ଜିଳି ଓ ବ୍ରହ୍ମପୁର ବିଧାନସଭାରେ ଭୋଟର ସଂଖ୍ୟା ବୃଦ୍ଧି ପାଇଛି।: [408, 421, 534, 540]
